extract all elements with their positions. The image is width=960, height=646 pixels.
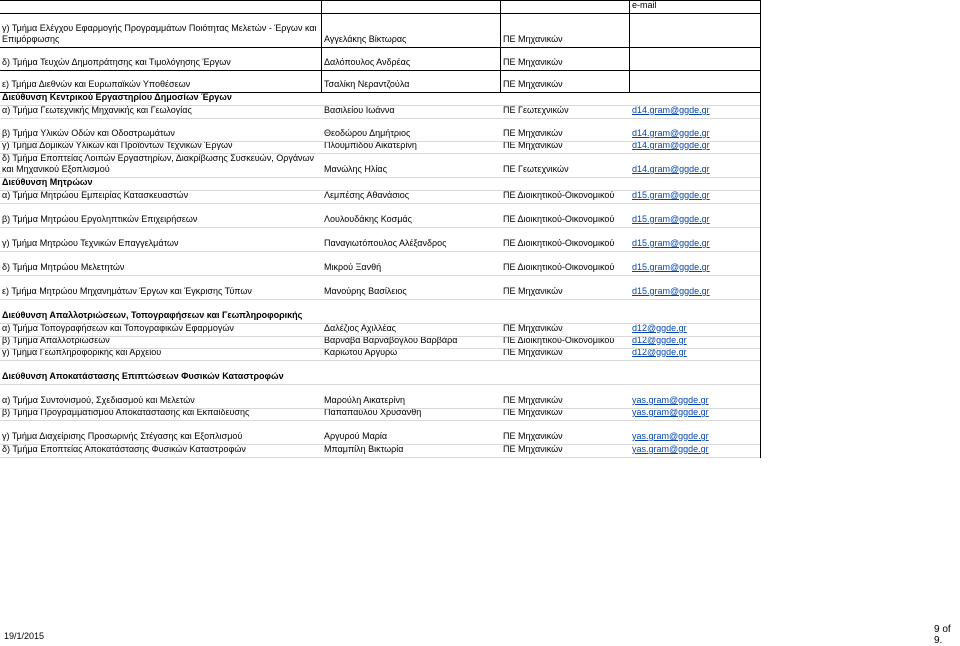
email-cell (630, 178, 760, 190)
name-cell: Μικρού Ξανθή (324, 262, 382, 272)
name-cell: Μανώλης Ηλίας (324, 164, 387, 174)
name-cell: Αγγελάκης Βίκτωρας (322, 14, 501, 47)
department-cell: β) Τμήμα Προγραμματισμού Αποκατάστασης και Εκπαίδευσης (2, 409, 250, 417)
name-cell: Μανούρης Βασίλειος (324, 286, 407, 296)
footer-date: 19/1/2015 (4, 631, 45, 641)
header-cell-specialty (501, 1, 630, 13)
section-title: Διεύθυνση Αποκατάστασης Επιπτώσεων Φυσικών Καταστροφών (2, 371, 284, 381)
specialty-cell: ΠΕ Μηχανικών (501, 14, 630, 47)
email-link[interactable]: yas.gram@ggde.gr (632, 395, 709, 405)
name-cell: Πλουμπίδου Αικατερίνη (324, 142, 417, 150)
specialty-cell: ΠΕ Μηχανικών (503, 142, 563, 150)
specialty-cell (501, 93, 630, 105)
table-row (0, 154, 760, 178)
specialty-cell: ΠΕ Μηχανικών (503, 324, 563, 333)
name-cell: Δαλέζιος Αχιλλέας (324, 324, 396, 333)
name-cell: Μαρούλη Αικατερίνη (324, 395, 406, 405)
email-link[interactable]: d15.gram@ggde.gr (632, 191, 710, 200)
specialty-cell: ΠΕ Διοικητικού-Οικονομικού (503, 262, 615, 272)
department-cell: δ) Τμήμα Τευχών Δημοπράτησης και Τιμολόγησης Έργων (0, 48, 322, 70)
email-cell (630, 361, 760, 384)
table-row (0, 142, 760, 154)
email-link[interactable]: d12@ggde.gr (632, 337, 687, 345)
email-link[interactable]: d14.gram@ggde.gr (632, 142, 710, 150)
name-cell: Λεμπέσης Αθανάσιος (324, 191, 410, 200)
table-row (0, 324, 760, 337)
header-cell-email: e-mail (632, 1, 657, 10)
department-cell: γ) Τμήμα Μητρώου Τεχνικών Επαγγελμάτων (2, 238, 179, 248)
email-cell (630, 93, 760, 105)
department-cell: ε) Τμήμα Μητρώου Μηχανημάτων Έργων και Έγκρισης Τύπων (2, 286, 252, 296)
email-link[interactable]: d15.gram@ggde.gr (632, 214, 710, 224)
email-link[interactable]: yas.gram@ggde.gr (632, 409, 709, 417)
email-link[interactable]: d14.gram@ggde.gr (632, 128, 710, 138)
specialty-cell (501, 361, 630, 384)
table-row (0, 337, 760, 349)
name-cell (322, 93, 501, 105)
table-row (0, 119, 760, 142)
table-row (0, 14, 760, 48)
department-cell: γ) Τμήμα Ελέγχου Εφαρμογής Προγραμμάτων Ποιότητας Μελετών - Έργων και Επιμόρφωσης (0, 14, 322, 47)
department-cell: γ) Τμήμα Δομικών Υλικών και Προϊόντων Τεχνικών Έργων (2, 142, 233, 150)
department-cell: α) Τμήμα Τοπογραφήσεων και Τοπογραφικών Εφαρμογών (2, 324, 234, 333)
name-cell: Βασιλείου Ιωάννα (324, 106, 395, 115)
table-row (0, 349, 760, 361)
table-row (0, 48, 760, 71)
specialty-cell: ΠΕ Διοικητικού-Οικονομικού (503, 238, 615, 248)
table-row (0, 204, 760, 228)
specialty-cell: ΠΕ Μηχανικών (503, 431, 563, 441)
department-cell: α) Τμήμα Συντονισμού, Σχεδιασμού και Μελετών (2, 395, 195, 405)
department-cell: α) Τμήμα Μητρώου Εμπειρίας Κατασκευαστών (2, 191, 189, 200)
table-row (0, 421, 760, 445)
section-heading-row (0, 178, 760, 191)
email-link[interactable]: d14.gram@ggde.gr (632, 106, 710, 115)
name-cell: Βαρνάβα Βαρνάβογλου Βαρβάρα (324, 337, 458, 345)
header-cell-name (322, 1, 501, 13)
department-cell: β) Τμήμα Υλικών Οδών και Οδοστρωμάτων (2, 128, 175, 138)
table-row (0, 445, 760, 458)
specialty-cell: ΠΕ Γεωτεχνικών (503, 164, 569, 174)
name-cell (322, 178, 501, 190)
email-cell (630, 300, 760, 323)
department-cell: α) Τμήμα Γεωτεχνικής Μηχανικής και Γεωλογίας (2, 106, 192, 115)
table-row (0, 191, 760, 204)
specialty-cell: ΠΕ Διοικητικού-Οικονομικού (503, 214, 615, 224)
email-cell (630, 48, 760, 70)
specialty-cell: ΠΕ Γεωτεχνικών (503, 106, 569, 115)
name-cell (322, 300, 501, 323)
specialty-cell: ΠΕ Μηχανικών (503, 286, 563, 296)
name-cell: Λουλουδάκης Κοσμάς (324, 214, 412, 224)
email-link[interactable]: d14.gram@ggde.gr (632, 164, 710, 174)
section-heading-row (0, 361, 760, 385)
department-cell: β) Τμήμα Απαλλοτριώσεων (2, 337, 110, 345)
name-cell: Παπαπαύλου Χρυσάνθη (324, 409, 422, 417)
specialty-cell (501, 178, 630, 190)
name-cell: Καριώτου Αργυρώ (324, 349, 398, 357)
email-link[interactable]: yas.gram@ggde.gr (632, 431, 709, 441)
email-link[interactable]: d15.gram@ggde.gr (632, 262, 710, 272)
email-link[interactable]: d15.gram@ggde.gr (632, 286, 710, 296)
email-cell (630, 71, 760, 92)
name-cell: Αργυρού Μαρία (324, 431, 388, 441)
specialty-cell: ΠΕ Μηχανικών (503, 445, 563, 454)
email-link[interactable]: yas.gram@ggde.gr (632, 445, 709, 454)
email-link[interactable]: d15.gram@ggde.gr (632, 238, 710, 248)
table-row (0, 228, 760, 252)
specialty-cell: ΠΕ Μηχανικών (503, 409, 563, 417)
table-row (0, 276, 760, 300)
name-cell: Μπαμπίλη Βικτωρία (324, 445, 404, 454)
specialty-cell (501, 300, 630, 323)
table-row (0, 106, 760, 119)
section-title: Διεύθυνση Κεντρικού Εργαστηρίου Δημοσίων Έργων (2, 93, 232, 102)
department-cell: δ) Τμήμα Μητρώου Μελετητών (2, 262, 125, 272)
email-link[interactable]: d12@ggde.gr (632, 349, 687, 357)
department-cell: γ) Τμήμα Γεωπληροφορικής και Αρχείου (2, 349, 162, 357)
name-cell (322, 361, 501, 384)
specialty-cell: ΠΕ Μηχανικών (503, 395, 563, 405)
specialty-cell: ΠΕ Διοικητικού-Οικονομικού (503, 337, 615, 345)
specialty-cell: ΠΕ Μηχανικών (503, 128, 563, 138)
table-header-row (0, 0, 760, 14)
name-cell: Θεοδώρου Δημήτριος (324, 128, 411, 138)
department-cell: γ) Τμήμα Διαχείρισης Προσωρινής Στέγασης και Εξοπλισμού (2, 431, 243, 441)
specialty-cell: ΠΕ Μηχανικών (501, 48, 630, 70)
section-title: Διεύθυνση Μητρώων (2, 178, 93, 187)
specialty-cell: ΠΕ Μηχανικών (503, 349, 563, 357)
name-cell: Παναγιωτόπουλος Αλέξανδρος (324, 238, 447, 248)
specialty-cell: ΠΕ Μηχανικών (501, 71, 630, 92)
section-title: Διεύθυνση Απαλλοτριώσεων, Τοπογραφήσεων και Γεωπληροφορικής (2, 310, 303, 320)
department-cell: δ) Τμήμα Εποπτείας Αποκατάστασης Φυσικών Καταστροφών (2, 445, 246, 454)
table-row (0, 409, 760, 421)
department-cell: β) Τμήμα Μητρώου Εργοληπτικών Επιχειρήσεων (2, 214, 198, 224)
header-cell-department (0, 1, 322, 13)
email-link[interactable]: d12@ggde.gr (632, 324, 687, 333)
table-row (0, 385, 760, 409)
table-row (0, 71, 760, 93)
department-cell: ε) Τμήμα Διεθνών και Ευρωπαϊκών Υποθέσεων (0, 71, 322, 92)
name-cell: Δαλόπουλος Ανδρέας (322, 48, 501, 70)
table-row (0, 252, 760, 276)
department-cell: δ) Τμήμα Εποπτείας Λοιπών Εργαστηρίων, Διακρίβωσης Συσκευών, Οργάνων και Μηχανικού Εξοπλισμού (2, 154, 315, 174)
specialty-cell: ΠΕ Διοικητικού-Οικονομικού (503, 191, 615, 200)
name-cell: Τσαλίκη Νεραντζούλα (322, 71, 501, 92)
section-heading-row (0, 93, 760, 106)
section-heading-row (0, 300, 760, 324)
email-cell (630, 14, 760, 47)
page-number: 9 of 9. (934, 624, 951, 646)
